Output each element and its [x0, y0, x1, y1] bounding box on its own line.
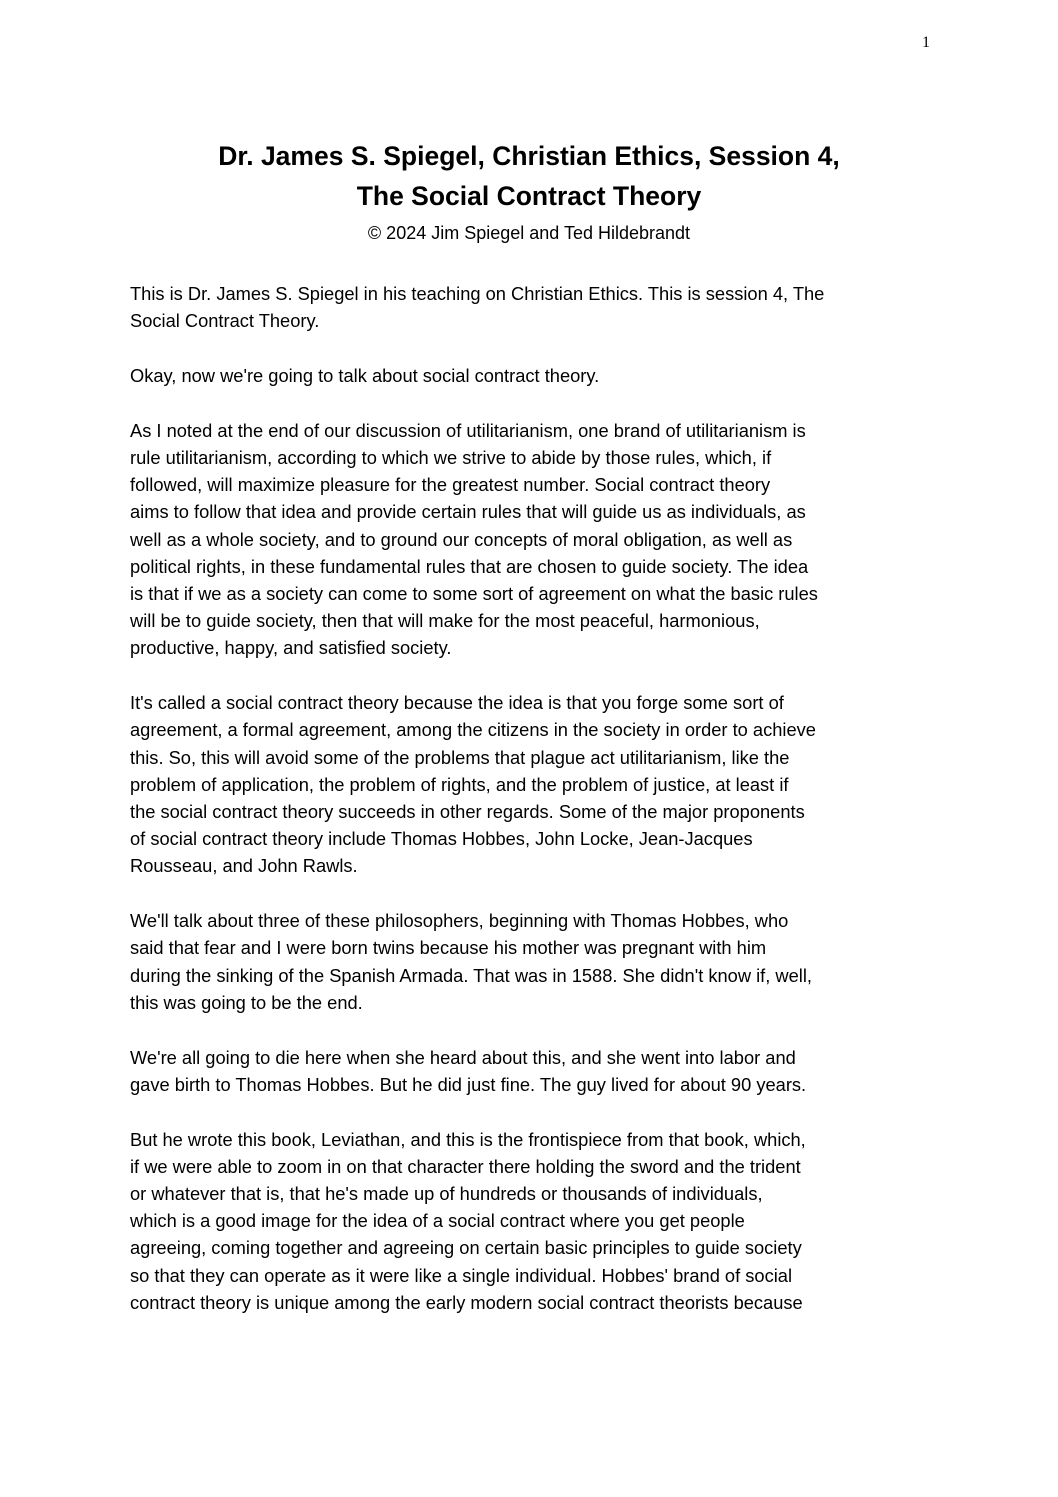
paragraph	[130, 417, 930, 662]
text-line: this. So, this will avoid some of the problems that plague act utilitarianism, like the	[130, 746, 790, 768]
text-line: which is a good image for the idea of a social contract where you get people	[130, 1210, 745, 1232]
paragraph	[130, 362, 930, 389]
text-line: rule utilitarianism, according to which we strive to abide by those rules, which, if	[130, 447, 772, 468]
text-line: We're all going to die here when she heard about this, and she went into labor and	[130, 1046, 796, 1068]
text-line: Social Contract Theory.	[130, 310, 320, 332]
paragraph	[130, 907, 930, 1016]
text-line: But he wrote this book, Leviathan, and this is the frontispiece from that book, which,	[130, 1128, 806, 1150]
text-line: said that fear and I were born twins because his mother was pregnant with him	[130, 937, 767, 959]
text-line: gave birth to Thomas Hobbes. But he did just fine. The guy lived for about 90 years.	[130, 1073, 807, 1095]
title-line: The Social Contract Theory	[356, 181, 702, 211]
text-line: if we were able to zoom in on that character there holding the sword and the trident	[130, 1155, 801, 1177]
text-line: Rousseau, and John Rawls.	[130, 855, 358, 877]
text-line: followed, will maximize pleasure for the greatest number. Social contract theory	[130, 474, 771, 496]
text-line: the social contract theory succeeds in other regards. Some of the major proponents	[130, 801, 805, 823]
paragraph	[130, 689, 930, 879]
document-body	[130, 280, 930, 1344]
text-line: agreeing, coming together and agreeing on certain basic principles to guide society	[130, 1237, 802, 1259]
copyright-notice: © 2024 Jim Spiegel and Ted Hildebrandt	[367, 223, 691, 243]
text-line: problem of application, the problem of rights, and the problem of justice, at least if	[130, 773, 789, 795]
text-line: will be to guide society, then that will make for the most peaceful, harmonious,	[130, 610, 760, 632]
paragraph	[130, 280, 930, 334]
text-line: political rights, in these fundamental rules that are chosen to guide society. The idea	[130, 555, 809, 577]
text-line: This is Dr. James S. Spiegel in his teaching on Christian Ethics. This is session 4, The	[130, 283, 825, 304]
title-line: Dr. James S. Spiegel, Christian Ethics, Session 4,	[218, 141, 840, 171]
text-line: aims to follow that idea and provide certain rules that will guide us as individuals, as	[130, 501, 806, 523]
text-line: well as a whole society, and to ground our concepts of moral obligation, as well as	[130, 528, 793, 550]
text-line: so that they can operate as it were like a single individual. Hobbes' brand of social	[130, 1264, 792, 1286]
text-line: productive, happy, and satisfied society.	[130, 637, 452, 659]
text-line: We'll talk about three of these philosophers, beginning with Thomas Hobbes, who	[130, 910, 789, 932]
text-line: agreement, a formal agreement, among the citizens in the society in order to achieve	[130, 719, 816, 741]
text-line: contract theory is unique among the early modern social contract theorists because	[130, 1291, 803, 1313]
text-line: is that if we as a society can come to some sort of agreement on what the basic rules	[130, 583, 818, 605]
text-line: Okay, now we're going to talk about social contract theory.	[130, 365, 600, 386]
paragraph	[130, 1044, 930, 1098]
document-title	[0, 136, 1058, 216]
page-number: 1	[922, 34, 930, 51]
text-line: It's called a social contract theory because the idea is that you forge some sort of	[130, 692, 784, 714]
text-line: during the sinking of the Spanish Armada. That was in 1588. She didn't know if, well,	[130, 964, 812, 986]
text-line: this was going to be the end.	[130, 991, 363, 1013]
paragraph	[130, 1126, 930, 1316]
text-line: of social contract theory include Thomas Hobbes, John Locke, Jean-Jacques	[130, 828, 753, 850]
text-line: or whatever that is, that he's made up of hundreds or thousands of individuals,	[130, 1183, 763, 1205]
text-line: As I noted at the end of our discussion of utilitarianism, one brand of utilitarianism is	[130, 419, 806, 441]
